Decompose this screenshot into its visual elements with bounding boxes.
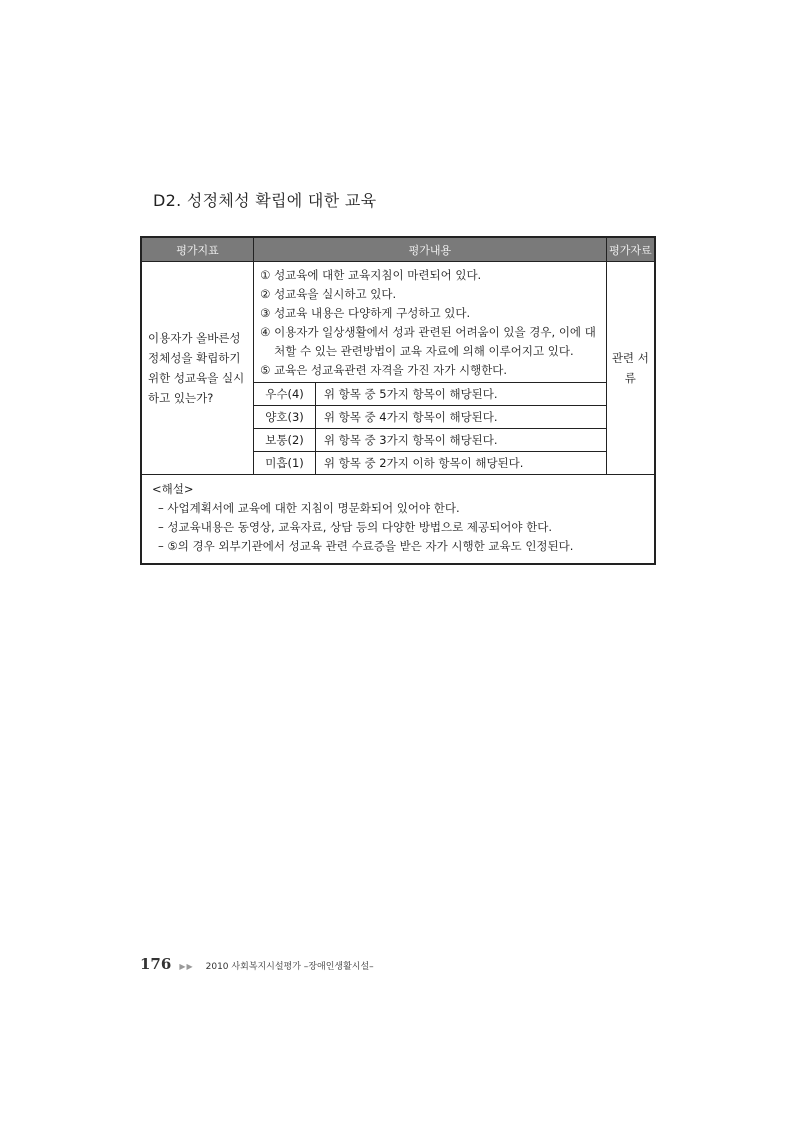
notes-heading: <해설> — [152, 482, 194, 496]
arrow-icon: ▶▶ — [179, 962, 194, 971]
note-item-3: – ⑤의 경우 외부기관에서 성교육 관련 수료증을 받은 자가 시행한 교육도 인정된다. — [158, 539, 574, 553]
evaluation-table — [140, 236, 656, 565]
table-header-row — [141, 237, 655, 262]
header-indicator: 평가지표 — [141, 237, 254, 262]
section-title: D2. 성정체성 확립에 대한 교육 — [153, 191, 377, 210]
grade-description: 위 항목 중 3가지 항목이 해당된다. — [315, 429, 606, 452]
grade-description: 위 항목 중 5가지 항목이 해당된다. — [315, 383, 606, 406]
contents-row — [141, 262, 655, 383]
content-item-5: ⑤ 교육은 성교육관련 자격을 가진 자가 시행한다. — [260, 363, 508, 377]
notes-row — [141, 475, 655, 565]
docs-cell: 관련 서류 — [606, 262, 655, 475]
indicator-cell: 이용자가 올바른성 정체성을 확립하기 위한 성교육을 실시하고 있는가? — [141, 262, 254, 475]
page-footer — [140, 955, 374, 973]
grade-description: 위 항목 중 2가지 이하 항목이 해당된다. — [315, 452, 606, 475]
content-item-1: ① 성교육에 대한 교육지침이 마련되어 있다. — [260, 268, 482, 282]
content-item-4: ④ 이용자가 일상생활에서 성과 관련된 어려움이 있을 경우, 이에 대처할 수 있는 관련방법이 교육 자료에 의해 이루어지고 있다. — [260, 325, 596, 358]
header-docs: 평가자료 — [606, 237, 655, 262]
grade-label: 우수(4) — [254, 383, 316, 406]
grade-description: 위 항목 중 4가지 항목이 해당된다. — [315, 406, 606, 429]
grade-label: 보통(2) — [254, 429, 316, 452]
notes-cell — [141, 475, 655, 565]
contents-cell — [254, 262, 607, 383]
footer-title: 2010 사회복지시설평가 –장애인생활시설– — [205, 962, 374, 972]
note-item-2: – 성교육내용은 동영상, 교육자료, 상담 등의 다양한 방법으로 제공되어야 한다. — [158, 520, 552, 534]
grade-label: 미흡(1) — [254, 452, 316, 475]
content-item-3: ③ 성교육 내용은 다양하게 구성하고 있다. — [260, 306, 471, 320]
content-item-2: ② 성교육을 실시하고 있다. — [260, 287, 397, 301]
page-number: 176 — [140, 955, 172, 973]
grade-label: 양호(3) — [254, 406, 316, 429]
note-item-1: – 사업계획서에 교육에 대한 지침이 명문화되어 있어야 한다. — [158, 501, 460, 515]
header-content: 평가내용 — [254, 237, 607, 262]
